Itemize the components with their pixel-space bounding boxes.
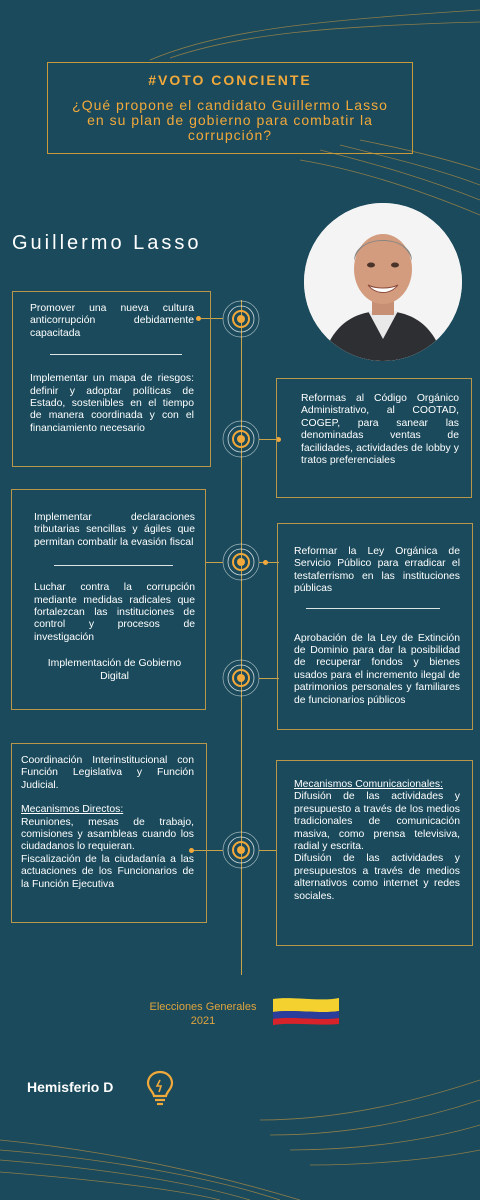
left-box-1: [12, 291, 211, 467]
mecanismos-directos-heading: Mecanismos Directos:: [21, 804, 124, 816]
portrait-illustration: [304, 203, 462, 361]
mecanismos-comunicacionales-heading: Mecanismos Comunicacionales:: [294, 779, 443, 790]
elecciones-label: [140, 1000, 266, 1028]
proposal-text: Implementación de Gobierno Digital: [47, 658, 182, 682]
proposal-text: Fiscalización de la ciudadanía a las actuaciones de los Funcionarios de la Función Ejecutiva: [21, 853, 194, 890]
header-question: ¿Qué propone el candidato Guillermo Lasso en su plan de gobierno para combatir la corrupción?: [72, 97, 388, 143]
candidate-photo: [304, 203, 462, 361]
timeline-node-2: [221, 419, 261, 459]
proposal-text: Reformar la Ley Orgánica de Servicio Público para erradicar el testaferrismo en las instituciones públicas: [294, 546, 460, 595]
divider: [306, 608, 440, 609]
timeline-line: [241, 300, 242, 975]
proposal-text: Implementar un mapa de riesgos: definir y adoptar políticas de Estado, sostenibles en el tiempo de manera coordinada y con el financiamiento necesario: [30, 373, 194, 434]
connector-dot: [263, 560, 268, 565]
divider: [54, 565, 173, 566]
header-box: [47, 62, 413, 154]
hashtag-title: #VOTO CONCIENTE: [148, 72, 312, 88]
connector-right-3: [259, 678, 279, 679]
elecciones-year: 2021: [190, 1015, 216, 1027]
divider: [50, 354, 182, 355]
candidate-name: Guillermo Lasso: [12, 232, 202, 254]
section-heading: [294, 779, 460, 791]
left-box-3: [11, 743, 207, 923]
section-heading: [21, 804, 194, 816]
timeline-node-1: [221, 299, 261, 339]
connector-left-2: [206, 562, 223, 563]
proposal-text: Aprobación de la Ley de Extinción de Dominio para dar la posibilidad de recuperar fondos y bienes usados para el incremento ilegal de patrimonios personales y familiares de funcionarios públicos: [294, 632, 460, 706]
brand-name: Hemisferio D: [27, 1079, 114, 1095]
connector-right-2: [259, 562, 279, 563]
timeline-node-3: [221, 542, 261, 582]
right-box-2: [277, 523, 473, 730]
proposal-text: Promover una nueva cultura anticorrupción debidamente capacitada: [30, 303, 194, 339]
proposal-text: Difusión de las actividades y presupuestos a través de medios alternativos como internet y redes sociales.: [294, 853, 460, 902]
intro-text: Coordinación Interinstitucional con Función Legislativa y Función Judicial.: [21, 755, 194, 791]
ecuador-flag-icon: [271, 996, 341, 1026]
timeline-node-5: [221, 830, 261, 870]
right-box-3: [276, 760, 473, 946]
proposal-text: Reuniones, mesas de trabajo, comisiones y asambleas cuando los ciudadanos lo requieran.: [21, 816, 194, 853]
proposal-text: Difusión de las actividades y presupuesto a través de los medios tradicionales de comunicación masiva, como prensa televisiva, radial y escrita.: [294, 791, 460, 853]
proposal-text: Luchar contra la corrupción mediante medidas radicales que fortalezcan las instituciones de control y procesos de investigación: [34, 582, 195, 643]
right-box-1: [276, 378, 472, 498]
proposal-text: Implementar declaraciones tributarias sencillas y ágiles que permitan combatir la evasión fiscal: [34, 512, 195, 548]
timeline-node-4: [221, 658, 261, 698]
elecciones-title: Elecciones Generales: [149, 1001, 257, 1013]
proposal-text: Reformas al Código Orgánico Administrativo, al COOTAD, COGEP, para sanear las denominadas ventas de facilidades, actividades de lobby y tratos preferenciales: [301, 393, 459, 467]
lightbulb-icon: [144, 1068, 176, 1108]
connector-right-4: [259, 850, 277, 851]
left-box-2: [11, 489, 206, 710]
